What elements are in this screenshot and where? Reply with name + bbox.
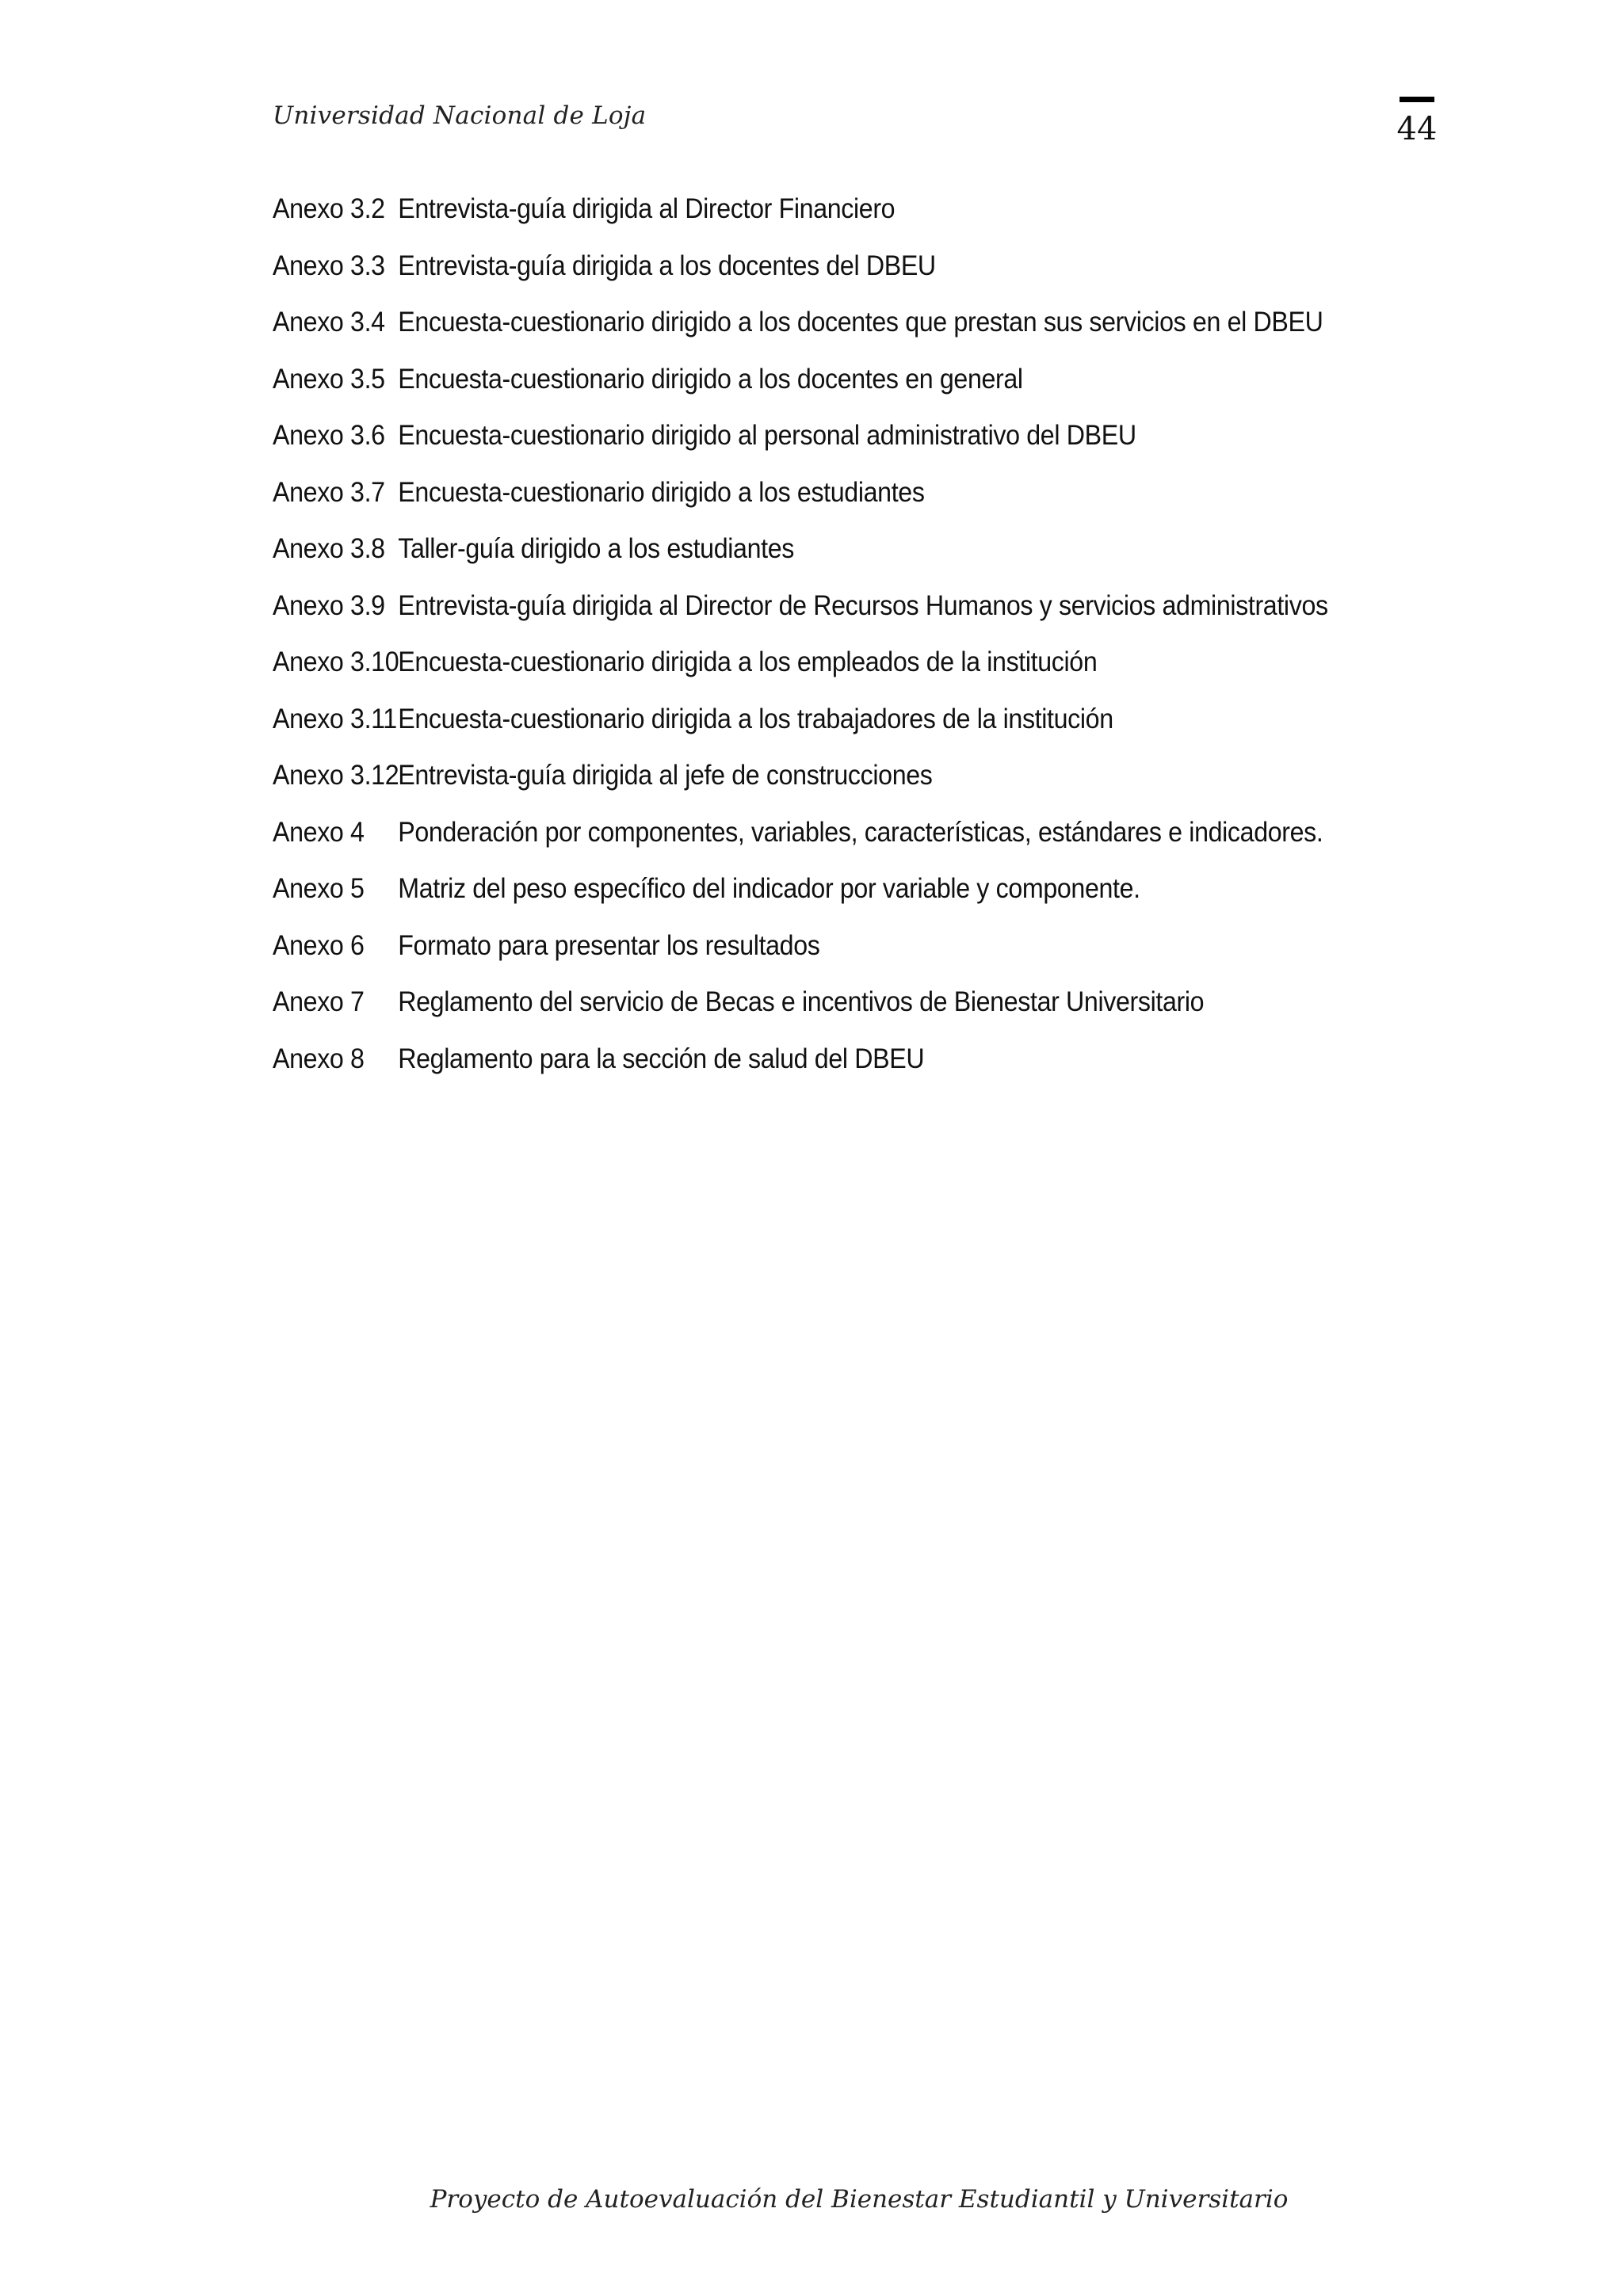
annex-code: Anexo 3.2 [273,193,385,224]
annex-title: Encuesta-cuestionario dirigida a los trabajadores de la institución [398,703,1113,734]
annex-item [273,364,1316,421]
annex-code: Anexo 3.8 [273,533,385,564]
annex-title: Entrevista-guía dirigida al Director Financiero [398,193,896,224]
annex-code: Anexo 3.5 [273,363,385,395]
annex-title: Encuesta-cuestionario dirigido a los docentes que prestan sus servicios en el DBEU [398,307,1323,338]
annex-code: Anexo 3.11 [273,703,397,734]
annex-title: Reglamento del servicio de Becas e incentivos de Bienestar Universitario [398,986,1205,1017]
running-header: Universidad Nacional de Loja [273,101,647,130]
annex-code: Anexo 8 [273,1043,365,1074]
running-footer: Proyecto de Autoevaluación del Bienestar Estudiantil y Universitario [430,2185,1289,2214]
annex-code: Anexo 3.12 [273,760,399,791]
annex-code: Anexo 5 [273,873,365,904]
annex-item [273,589,1328,647]
annex-code: Anexo 7 [273,986,365,1017]
annex-item [273,477,1316,534]
annex-title: Matriz del peso específico del indicador por variable y componente. [398,873,1140,904]
annex-code: Anexo 6 [273,929,365,961]
annex-title: Entrevista-guía dirigida a los docentes del DBEU [398,250,936,281]
annex-title: Encuesta-cuestionario dirigido a los estudiantes [398,476,925,508]
page-number-block [1395,97,1439,145]
annex-item [273,307,1323,364]
annex-title: Ponderación por componentes, variables, características, estándares e indicadores. [398,816,1323,848]
page-number-rule [1400,97,1434,102]
annex-code: Anexo 3.10 [273,646,399,677]
annex-title: Taller-guía dirigido a los estudiantes [398,533,794,564]
annex-item [273,760,1316,817]
annex-item [273,704,1316,761]
annex-code: Anexo 3.9 [273,589,385,621]
annex-code: Anexo 3.6 [273,420,385,451]
annex-item [273,986,1316,1043]
page-number: 44 [1396,111,1438,147]
annex-list [273,193,1406,1100]
annex-title: Entrevista-guía dirigida al jefe de construcciones [398,760,933,791]
annex-item [273,646,1316,704]
annex-title: Encuesta-cuestionario dirigido a los docentes en general [398,363,1023,395]
annex-item [273,533,1316,590]
annex-item [273,193,1316,250]
annex-item [273,930,1316,987]
annex-code: Anexo 4 [273,816,365,848]
annex-title: Encuesta-cuestionario dirigida a los empleados de la institución [398,646,1098,677]
annex-item [273,420,1316,477]
annex-code: Anexo 3.7 [273,476,385,508]
annex-code: Anexo 3.3 [273,250,385,281]
annex-title: Encuesta-cuestionario dirigido al personal administrativo del DBEU [398,420,1136,451]
annex-title: Entrevista-guía dirigida al Director de Recursos Humanos y servicios administrativos [398,589,1328,621]
annex-item [273,816,1323,874]
annex-code: Anexo 3.4 [273,307,385,338]
annex-item [273,1043,1316,1100]
annex-item [273,873,1316,930]
annex-title: Formato para presentar los resultados [398,929,820,961]
annex-item [273,250,1316,307]
annex-title: Reglamento para la sección de salud del DBEU [398,1043,925,1074]
